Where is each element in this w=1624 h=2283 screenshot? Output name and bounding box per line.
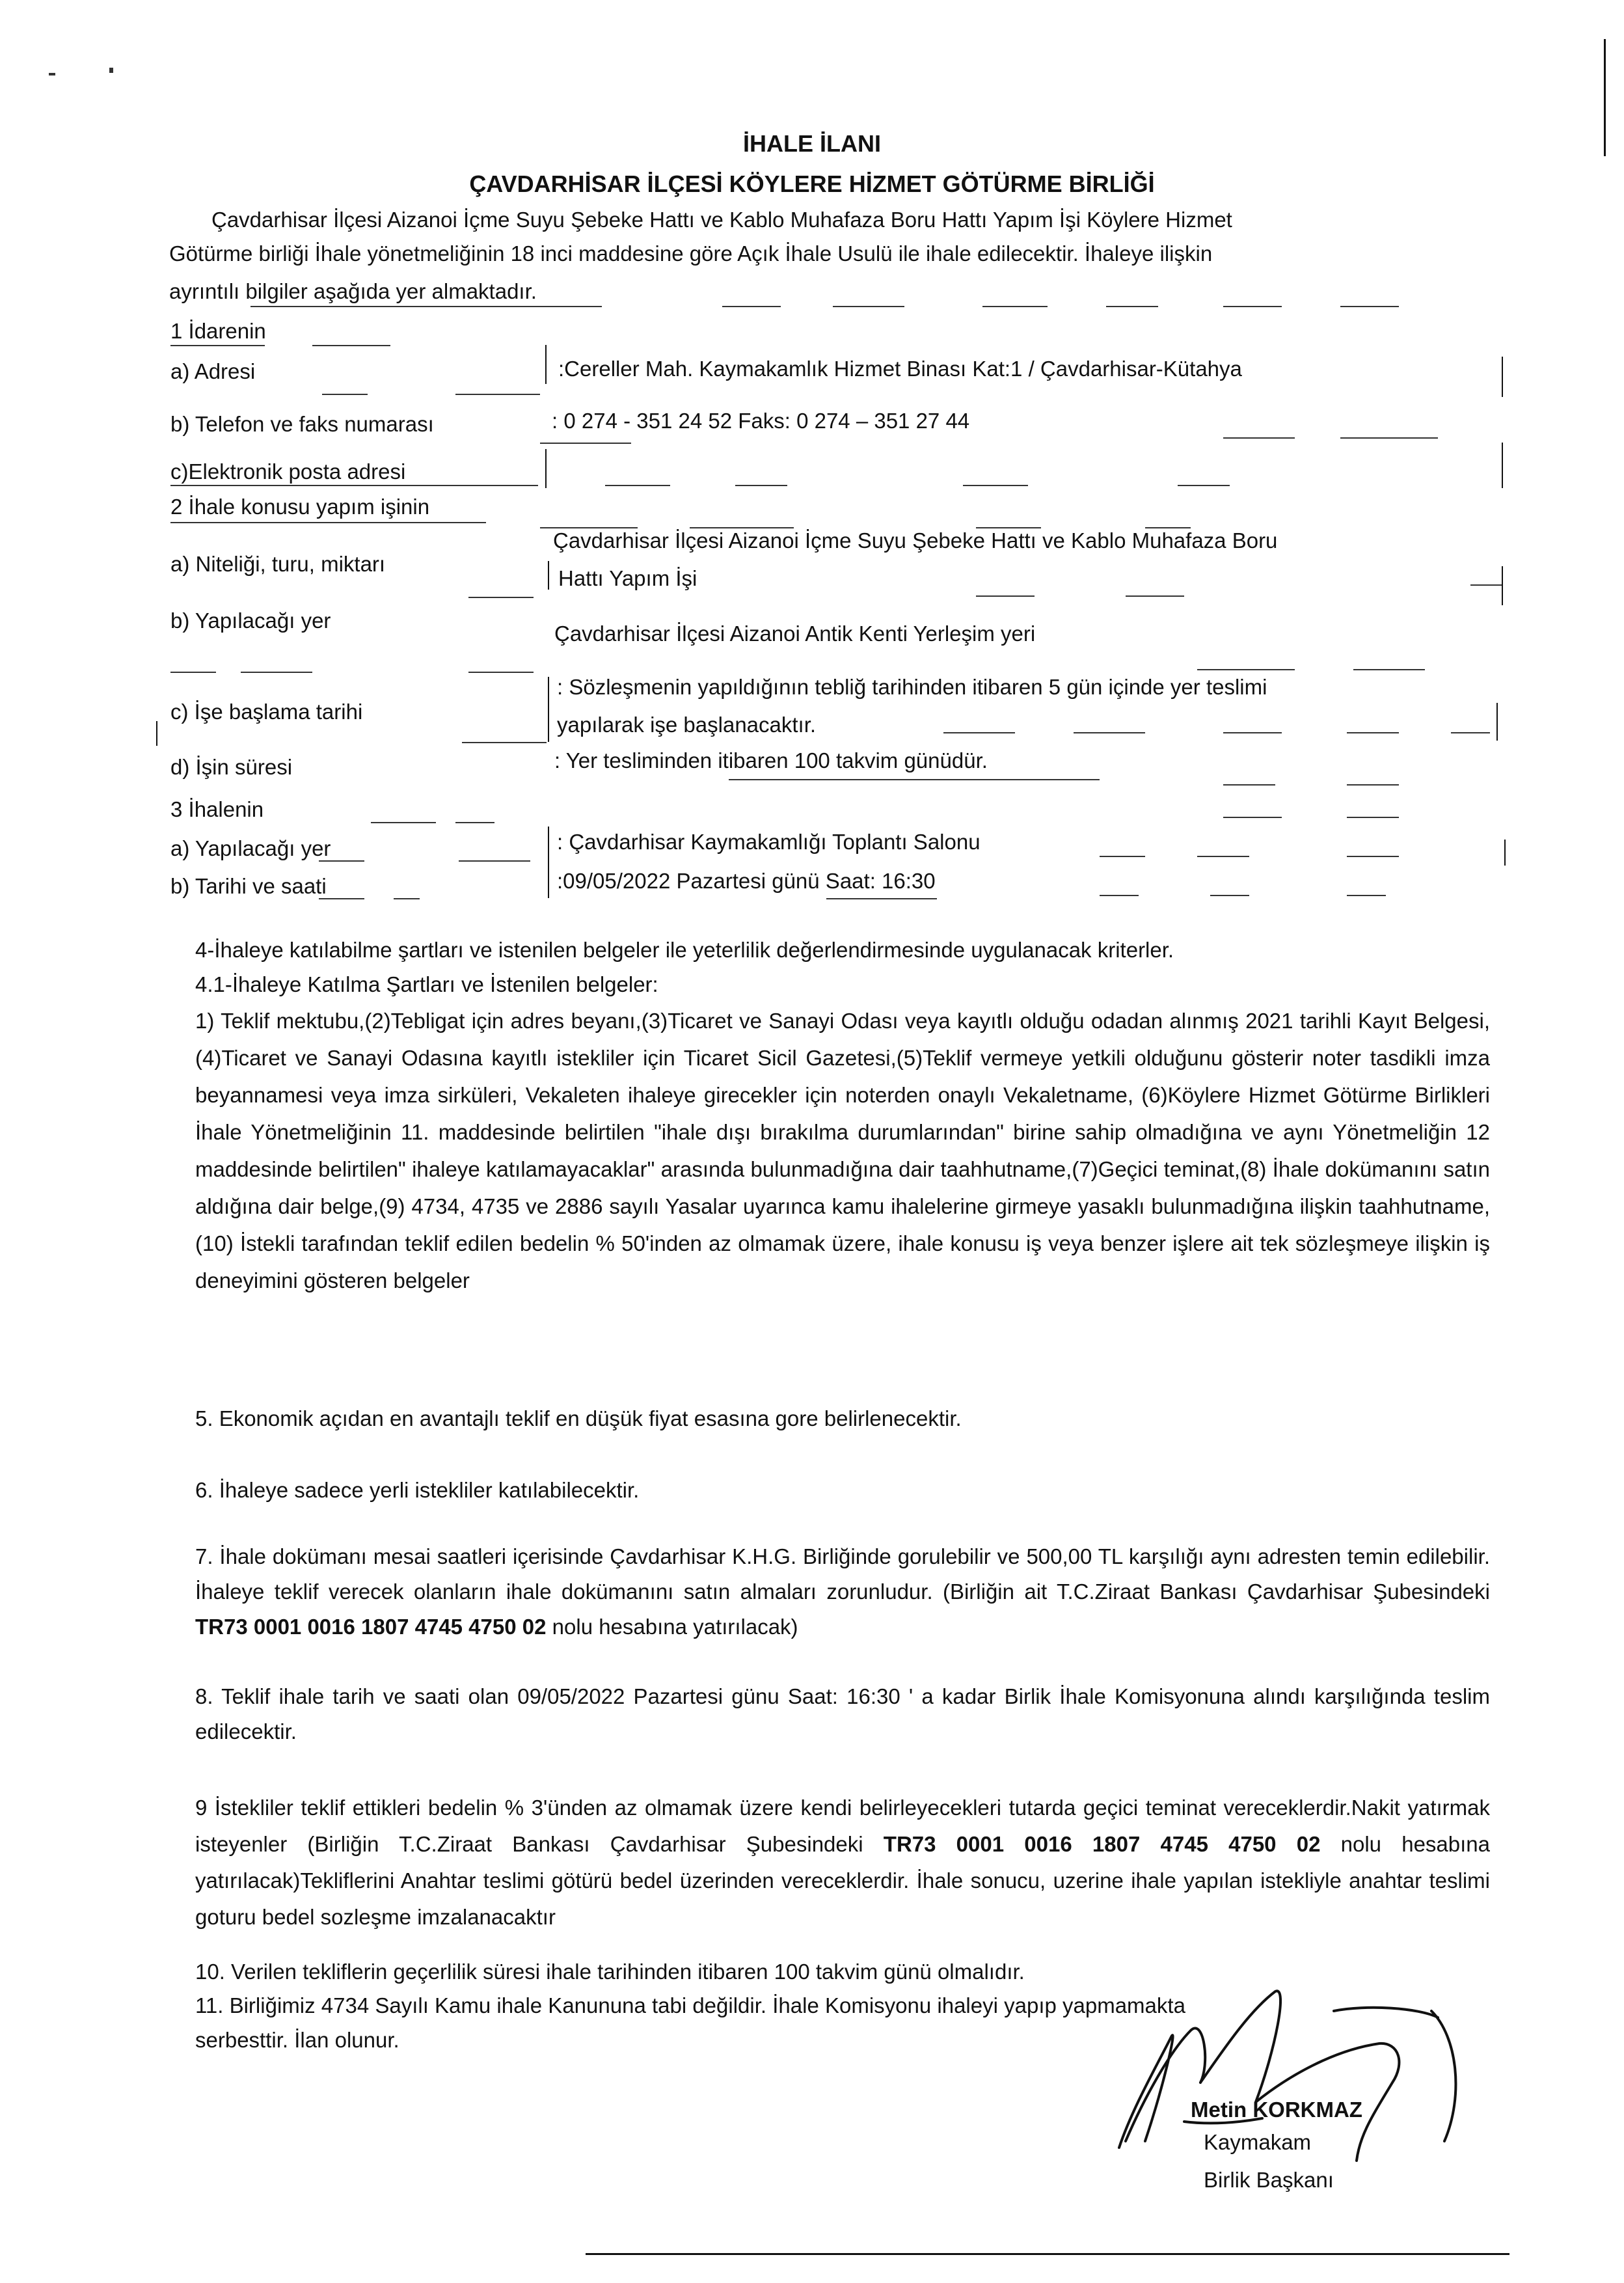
right-border <box>1504 840 1506 866</box>
item-7-text-end: nolu hesabına yatırılacak) <box>546 1615 798 1639</box>
form-dash <box>1197 856 1249 857</box>
form-dash <box>1074 732 1145 733</box>
form-dash <box>1223 817 1282 818</box>
intro-line: Çavdarhisar İlçesi Aizanoi İçme Suyu Şebeke Hattı ve Kablo Muhafaza Boru Hattı Yapım İşi Köylere Hizmet <box>211 208 1232 232</box>
item-9-text-end: nolu hesabına yatırılacak)Tekliflerini Anahtar teslimi götürü bedel üzerinden vereceklerdir. İhale sonucu, uzerine ihale yapılan istekliyle anahtar teslimi goturu bedel sozleşme imzalanacaktır <box>195 1832 1491 1929</box>
form-dash <box>468 597 534 598</box>
page-title: İHALE İLANI <box>743 130 881 157</box>
form-dash <box>1347 856 1399 857</box>
intro-line: ayrıntılı bilgiler aşağıda yer almaktadır. <box>169 279 537 303</box>
field-divider <box>548 827 549 898</box>
form-dash <box>826 898 937 899</box>
venue-value: : Çavdarhisar Kaymakamlığı Toplantı Salonu <box>557 830 981 854</box>
form-dash <box>170 345 265 346</box>
signatory-name: Metin KORKMAZ <box>1191 2098 1362 2122</box>
address-value: :Cereller Mah. Kaymakamlık Hizmet Binası Kat:1 / Çavdarhisar-Kütahya <box>558 357 1242 381</box>
form-dash <box>1223 784 1275 786</box>
field-divider <box>545 449 547 488</box>
section-4-body: 1) Teklif mektubu,(2)Tebligat için adres beyanı,(3)Ticaret ve Sanayi Odası veya kayıtlı olduğu odadan alınmış 2021 tarihli Kayıt Belgesi,(4)Ticaret ve Sanayi Odasına kayıtlı istekliler için Ticaret Sicil Gazetesi,(5)Teklif vermeye yetkili olduğunu gösterir noter tasdikli imza beyannamesi veya imza sirküleri, Vekaleten ihaleye girecekler için noterden onaylı Vekaletname, (6)Köylere Hizmet Götürme Birlikleri İhale Yönetmeliğinin 11. maddesinde belirtilen "ihale dışı bırakılma durumlarından" birine sahip olmadığına ve aynı Yönetmeliğin 12 maddesinde belirtilen" ihaleye katılamayacaklar" arasında bulunmadığına dair taahhutname,(7)Geçici teminat,(8) İhale dokümanını satın aldığına dair belge,(9) 4734, 4735 ve 2886 sayılı Yasalar uyarınca kamu ihalelerine girmeye yasaklı bulunmadığına ilişkin taahhutname, (10) İstekli tarafından teklif edilen bedelin % 50'inden az olmamak üzere, ihale konusu iş veya benzer işlere ait tek sözleşmeye ilişkin iş deneyimini gösteren belgeler <box>195 1009 1490 1292</box>
form-dash <box>468 672 534 673</box>
form-dash <box>1126 595 1184 597</box>
item-9-text: 9 İstekliler teklif ettikleri bedelin % 3'ünden az olmamak üzere kendi belirleyecekleri tutarda geçici teminat vereceklerdir.Nakit yatırmak isteyenler (Birliğin T.C.Ziraat Bankası Çavdarhisar Şubesindeki <box>195 1796 1490 1856</box>
section-1-title: 1 İdarenin <box>170 319 266 343</box>
form-dash <box>462 742 547 743</box>
datetime-value: :09/05/2022 Pazartesi günü Saat: 16:30 <box>557 869 936 893</box>
form-dash <box>1178 485 1230 486</box>
scan-speck <box>49 73 55 75</box>
form-dash <box>1100 895 1139 896</box>
form-dash <box>319 898 364 899</box>
form-dash <box>170 485 538 486</box>
scan-speck <box>109 68 113 73</box>
location-value: Çavdarhisar İlçesi Aizanoi Antik Kenti Yerleşim yeri <box>554 622 1036 646</box>
item-7 <box>195 1539 1490 1645</box>
signatory-role: Birlik Başkanı <box>1204 2168 1334 2192</box>
form-dash <box>1347 784 1399 786</box>
form-dash <box>1223 306 1282 307</box>
email-label: c)Elektronik posta adresi <box>170 459 406 484</box>
form-dash <box>722 306 781 307</box>
item-9 <box>195 1790 1490 1935</box>
phone-value: : 0 274 - 351 24 52 Faks: 0 274 – 351 27 44 <box>552 409 970 433</box>
form-dash <box>459 860 530 862</box>
duration-value: : Yer tesliminden itibaren 100 takvim günüdür. <box>554 748 988 772</box>
form-dash <box>394 898 420 899</box>
form-dash <box>1106 306 1158 307</box>
nature-label: a) Niteliği, turu, miktarı <box>170 552 386 576</box>
form-dash <box>540 443 631 444</box>
right-border <box>1502 357 1503 397</box>
underline <box>250 306 602 307</box>
form-dash <box>1340 306 1399 307</box>
field-divider <box>548 561 549 590</box>
intro-line: Götürme birliği İhale yönetmeliğinin 18 inci maddesine göre Açık İhale Usulü ile ihale edilecektir. İhaleye ilişkin <box>169 241 1213 266</box>
form-dash <box>943 732 1015 733</box>
form-dash <box>1223 732 1282 733</box>
location-label: b) Yapılacağı yer <box>170 608 331 633</box>
form-dash <box>455 394 540 395</box>
form-dash <box>1347 732 1399 733</box>
datetime-label: b) Tarihi ve saati <box>170 874 327 898</box>
item-9-iban: TR73 0001 0016 1807 4745 4750 02 <box>883 1832 1321 1856</box>
phone-label: b) Telefon ve faks numarası <box>170 412 434 436</box>
form-dash <box>1340 437 1438 439</box>
duration-label: d) İşin süresi <box>170 755 293 779</box>
right-border <box>1496 703 1498 741</box>
item-11-line-1: 11. Birliğimiz 4734 Sayılı Kamu ihale Kanununa tabi değildir. İhale Komisyonu ihaleyi yapıp yapmamakta <box>195 1993 1185 2017</box>
form-dash <box>729 779 1100 780</box>
right-border <box>1502 443 1503 488</box>
form-dash <box>170 672 216 673</box>
nature-value-line-1: Çavdarhisar İlçesi Aizanoi İçme Suyu Şebeke Hattı ve Kablo Muhafaza Boru <box>553 528 1278 553</box>
section-4-subheading: 4.1-İhaleye Katılma Şartları ve İstenilen belgeler: <box>195 972 658 996</box>
item-5: 5. Ekonomik açıdan en avantajlı teklif en düşük fiyat esasına gore belirlenecektir. <box>195 1406 962 1430</box>
item-10: 10. Verilen tekliflerin geçerlilik süresi ihale tarihinden itibaren 100 takvim günü olmalıdır. <box>195 1960 1025 1984</box>
form-dash <box>1347 817 1399 818</box>
item-6: 6. İhaleye sadece yerli istekliler katılabilecektir. <box>195 1478 640 1502</box>
section-2-title: 2 İhale konusu yapım işinin <box>170 495 430 519</box>
form-dash <box>735 485 787 486</box>
form-dash <box>1353 669 1425 670</box>
form-dash <box>976 595 1035 597</box>
right-border <box>1502 566 1503 605</box>
item-11-line-2: serbesttir. İlan olunur. <box>195 2028 399 2052</box>
address-label: a) Adresi <box>170 359 256 383</box>
section-4-heading: 4-İhaleye katılabilme şartları ve istenilen belgeler ile yeterlilik değerlendirmesinde uygulanacak kriterler. <box>195 938 1174 962</box>
left-tick <box>156 721 157 746</box>
venue-label: a) Yapılacağı yer <box>170 836 331 860</box>
form-dash <box>170 522 486 523</box>
item-7-iban: TR73 0001 0016 1807 4745 4750 02 <box>195 1615 547 1639</box>
form-dash <box>982 306 1048 307</box>
start-date-label: c) İşe başlama tarihi <box>170 700 363 724</box>
form-dash <box>1347 895 1386 896</box>
nature-value-line-2: Hattı Yapım İşi <box>558 566 697 590</box>
form-dash <box>1100 856 1145 857</box>
page-subtitle: ÇAVDARHİSAR İLÇESİ KÖYLERE HİZMET GÖTÜRME BİRLİĞİ <box>469 171 1155 197</box>
form-dash <box>833 306 904 307</box>
form-dash <box>322 394 368 395</box>
start-date-value-line-1: : Sözleşmenin yapıldığının tebliğ tarihinden itibaren 5 gün içinde yer teslimi <box>557 675 1267 699</box>
section-3-title: 3 İhalenin <box>170 797 264 821</box>
form-dash <box>1197 669 1295 670</box>
field-divider <box>548 677 549 742</box>
start-date-value-line-2: yapılarak işe başlanacaktır. <box>557 713 817 737</box>
form-dash <box>371 822 436 823</box>
form-dash <box>312 345 390 346</box>
item-7-text: 7. İhale dokümanı mesai saatleri içerisinde Çavdarhisar K.H.G. Birliğinde gorulebilir ve 500,00 TL karşılığı aynı adresten temin edilebilir. İhaleye teklif verecek olanların ihale dokümanını satın almaları zorunludur. (Birliğin ait T.C.Ziraat Bankası Çavdarhisar Şubesindeki <box>195 1544 1490 1604</box>
form-dash <box>319 860 364 862</box>
signatory-title: Kaymakam <box>1204 2130 1312 2154</box>
form-dash <box>605 485 670 486</box>
bottom-rule <box>586 2253 1509 2255</box>
form-dash <box>1210 895 1249 896</box>
item-8: 8. Teklif ihale tarih ve saati olan 09/05/2022 Pazartesi günu Saat: 16:30 ' a kadar Birlik İhale Komisyonuna alındı karşılığında teslim edilecektir. <box>195 1684 1490 1743</box>
form-dash <box>1223 437 1295 439</box>
field-divider <box>545 345 547 384</box>
form-dash <box>963 485 1028 486</box>
form-dash <box>455 822 494 823</box>
form-dash <box>1470 584 1503 586</box>
form-dash <box>1451 732 1490 733</box>
form-dash <box>241 672 312 673</box>
